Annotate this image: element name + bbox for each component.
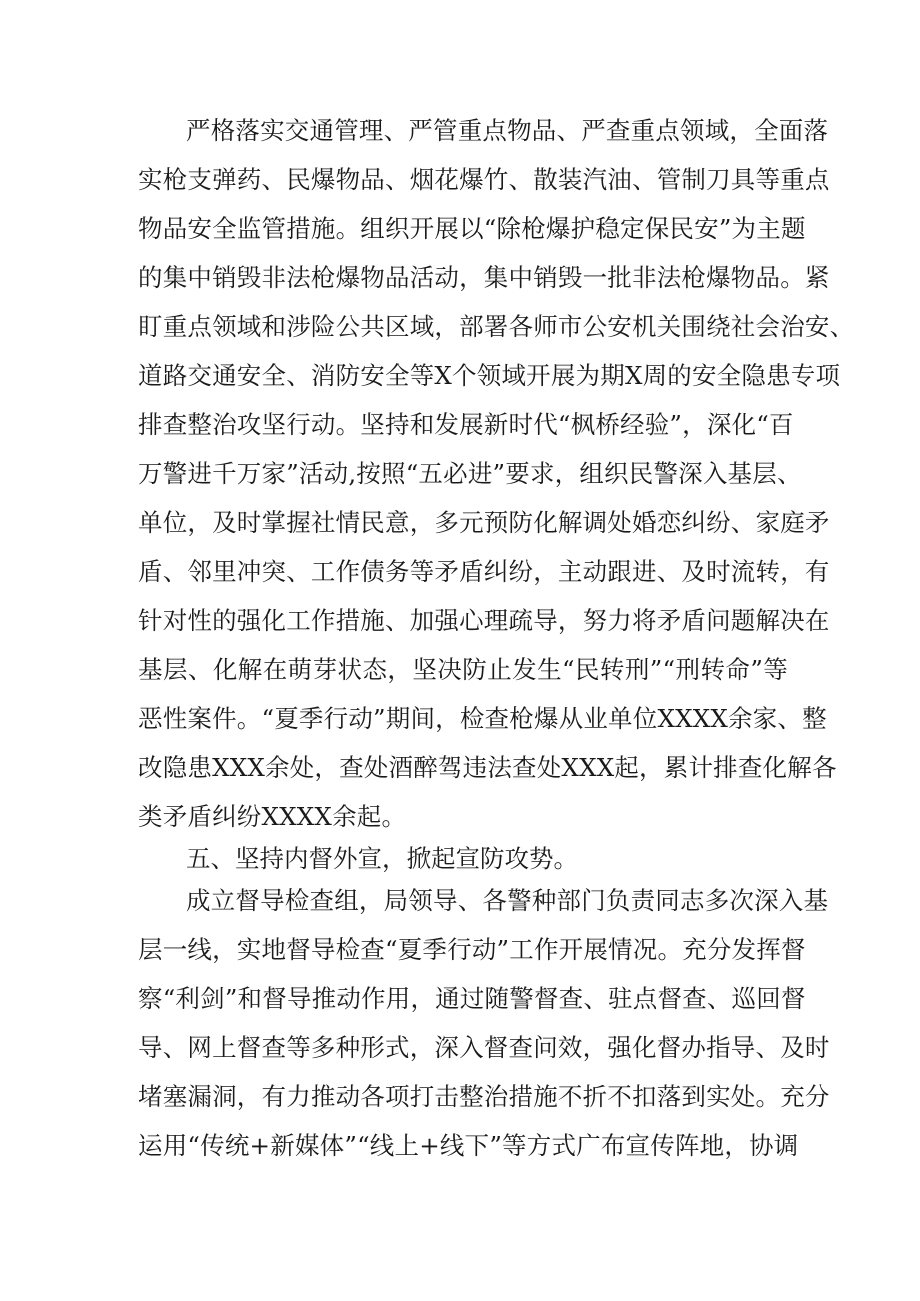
paragraph-line: 察“利剑”和督导推动作用，通过随警督查、驻点督查、巡回督: [138, 984, 806, 1013]
paragraph-line: 类矛盾纠纷XXXX余起。: [138, 802, 407, 831]
paragraph-line: 成立督导检查组，局领导、各警种部门负责同志多次深入基: [186, 886, 829, 915]
paragraph-line: 盾、邻里冲突、工作债务等矛盾纠纷，主动跟进、及时流转，有: [138, 557, 830, 586]
paragraph-enforcement: [138, 106, 855, 841]
paragraph-line: 道路交通安全、消防安全等X个领域开展为期X周的安全隐患专项: [138, 361, 841, 390]
paragraph-line: 的集中销毁非法枪爆物品活动，集中销毁一批非法枪爆物品。紧: [138, 263, 830, 292]
paragraph-line: 实枪支弹药、民爆物品、烟花爆竹、散装汽油、管制刀具等重点: [138, 165, 830, 194]
paragraph-line: 堵塞漏洞，有力推动各项打击整治措施不折不扣落到实处。充分: [138, 1082, 830, 1111]
paragraph-line: 改隐患XXX余处，查处酒醉驾违法查处XXX起，累计排查化解各: [138, 753, 837, 782]
paragraph-line: 单位，及时掌握社情民意，多元预防化解调处婚恋纠纷、家庭矛: [138, 508, 830, 537]
paragraph-line: 万警进千万家”活动,按照“五必进”要求，组织民警深入基层、: [138, 459, 802, 488]
paragraph-supervision: [138, 876, 830, 1170]
paragraph-line: 严格落实交通管理、严管重点物品、严查重点领域，全面落: [186, 116, 829, 145]
paragraph-line: 盯重点领域和涉险公共区域，部署各师市公安机关围绕社会治安、: [138, 312, 855, 341]
paragraph-line: 运用“传统+新媒体”“线上+线下”等方式广布宣传阵地，协调: [138, 1131, 799, 1160]
paragraph-line: 恶性案件。“夏季行动”期间，检查枪爆从业单位XXXX余家、整: [138, 704, 827, 733]
paragraph-line: 层一线，实地督导检查“夏季行动”工作开展情况。充分发挥督: [138, 935, 806, 964]
paragraph-line: 针对性的强化工作措施、加强心理疏导，努力将矛盾问题解决在: [138, 606, 830, 635]
paragraph-line: 物品安全监管措施。组织开展以“除枪爆护稳定保民安”为主题: [138, 214, 806, 243]
paragraph-line: 导、网上督查等多种形式，深入督查问效，强化督办指导、及时: [138, 1033, 830, 1062]
paragraph-line: 基层、化解在萌芽状态，坚决防止发生“民转刑”“刑转命”等: [138, 655, 788, 684]
paragraph-line: 排查整治攻坚行动。坚持和发展新时代“枫桥经验”，深化“百: [138, 410, 794, 439]
section-heading: 五、坚持内督外宣，掀起宣防攻势。: [186, 844, 578, 873]
